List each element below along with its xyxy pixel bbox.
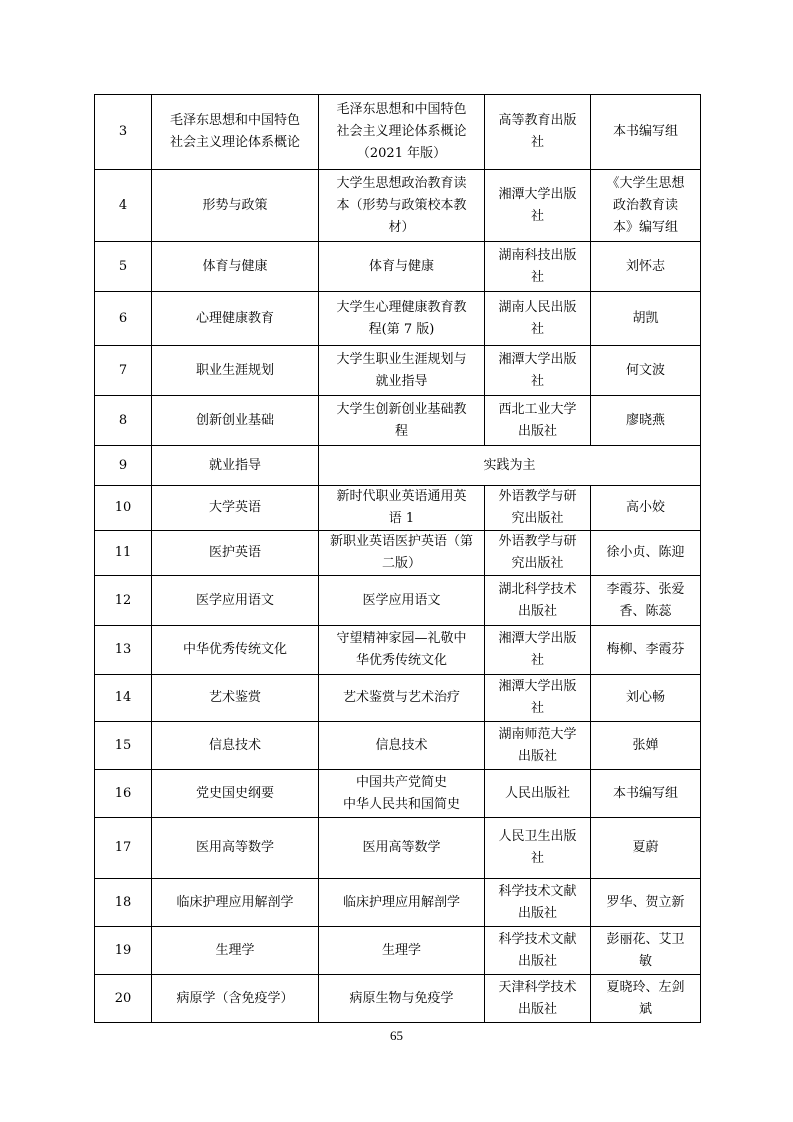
author: 刘怀志	[591, 242, 701, 292]
course-name: 大学英语	[152, 486, 319, 531]
author: 徐小贞、陈迎	[591, 531, 701, 576]
row-number: 12	[95, 576, 152, 626]
row-number: 14	[95, 675, 152, 722]
publisher: 湘潭大学出版 社	[485, 675, 591, 722]
row-number: 19	[95, 927, 152, 975]
row-number: 20	[95, 975, 152, 1023]
author: 高小姣	[591, 486, 701, 531]
author: 李霞芬、张爱 香、陈蕊	[591, 576, 701, 626]
publisher: 外语教学与研 究出版社	[485, 486, 591, 531]
table-row	[95, 818, 701, 879]
course-name: 生理学	[152, 927, 319, 975]
table-row	[95, 576, 701, 626]
course-name: 党史国史纲要	[152, 770, 319, 818]
course-name: 信息技术	[152, 722, 319, 770]
publisher: 湖北科学技术 出版社	[485, 576, 591, 626]
author: 彭丽花、艾卫 敏	[591, 927, 701, 975]
textbook-name: 体育与健康	[319, 242, 485, 292]
publisher: 西北工业大学 出版社	[485, 396, 591, 446]
row-number: 15	[95, 722, 152, 770]
textbook-name: 医学应用语文	[319, 576, 485, 626]
author: 胡凯	[591, 292, 701, 346]
page-number: 65	[390, 1028, 403, 1043]
table-row	[95, 675, 701, 722]
course-name: 病原学（含免疫学）	[152, 975, 319, 1023]
textbook-name: 艺术鉴赏与艺术治疗	[319, 675, 485, 722]
course-name: 职业生涯规划	[152, 346, 319, 396]
row-number: 6	[95, 292, 152, 346]
row-number: 7	[95, 346, 152, 396]
textbook-name: 毛泽东思想和中国特色 社会主义理论体系概论 （2021 年版）	[319, 95, 485, 170]
author: 夏晓玲、左剑 斌	[591, 975, 701, 1023]
textbook-name: 守望精神家园—礼敬中 华优秀传统文化	[319, 626, 485, 675]
author: 本书编写组	[591, 95, 701, 170]
row-number: 11	[95, 531, 152, 576]
publisher: 湖南人民出版 社	[485, 292, 591, 346]
table-row	[95, 242, 701, 292]
publisher: 湖南科技出版 社	[485, 242, 591, 292]
author: 何文波	[591, 346, 701, 396]
row-number: 16	[95, 770, 152, 818]
author: 刘心畅	[591, 675, 701, 722]
publisher: 高等教育出版 社	[485, 95, 591, 170]
row-number: 10	[95, 486, 152, 531]
textbook-name: 病原生物与免疫学	[319, 975, 485, 1023]
table-row	[95, 170, 701, 242]
course-name: 医护英语	[152, 531, 319, 576]
course-name: 中华优秀传统文化	[152, 626, 319, 675]
author: 罗华、贺立新	[591, 879, 701, 927]
table-row	[95, 927, 701, 975]
merged-note-cell: 实践为主	[319, 446, 701, 486]
row-number: 9	[95, 446, 152, 486]
textbook-name: 新时代职业英语通用英 语 1	[319, 486, 485, 531]
table-row	[95, 722, 701, 770]
author: 梅柳、李霞芬	[591, 626, 701, 675]
course-name: 创新创业基础	[152, 396, 319, 446]
course-name: 体育与健康	[152, 242, 319, 292]
course-name: 艺术鉴赏	[152, 675, 319, 722]
course-name: 心理健康教育	[152, 292, 319, 346]
row-number: 3	[95, 95, 152, 170]
textbook-name: 中国共产党简史 中华人民共和国简史	[319, 770, 485, 818]
course-name: 医学应用语文	[152, 576, 319, 626]
textbook-name: 大学生职业生涯规划与 就业指导	[319, 346, 485, 396]
author: 《大学生思想 政治教育读 本》编写组	[591, 170, 701, 242]
table-row	[95, 346, 701, 396]
row-number: 4	[95, 170, 152, 242]
table-row	[95, 879, 701, 927]
textbook-name: 医用高等数学	[319, 818, 485, 879]
publisher: 科学技术文献 出版社	[485, 879, 591, 927]
textbook-name: 大学生创新创业基础教 程	[319, 396, 485, 446]
table-row	[95, 770, 701, 818]
textbook-name: 大学生心理健康教育教 程(第 7 版)	[319, 292, 485, 346]
table-row	[95, 95, 701, 170]
textbook-table	[94, 94, 701, 1023]
publisher: 科学技术文献 出版社	[485, 927, 591, 975]
textbook-name: 信息技术	[319, 722, 485, 770]
row-number: 17	[95, 818, 152, 879]
course-name: 毛泽东思想和中国特色 社会主义理论体系概论	[152, 95, 319, 170]
table-row	[95, 396, 701, 446]
course-name: 临床护理应用解剖学	[152, 879, 319, 927]
table-row	[95, 486, 701, 531]
publisher: 湘潭大学出版 社	[485, 346, 591, 396]
row-number: 13	[95, 626, 152, 675]
publisher: 人民卫生出版 社	[485, 818, 591, 879]
publisher: 湘潭大学出版 社	[485, 170, 591, 242]
table-row	[95, 292, 701, 346]
author: 夏蔚	[591, 818, 701, 879]
table-row	[95, 975, 701, 1023]
publisher: 湘潭大学出版 社	[485, 626, 591, 675]
publisher: 人民出版社	[485, 770, 591, 818]
author: 本书编写组	[591, 770, 701, 818]
textbook-name: 新职业英语医护英语（第 二版）	[319, 531, 485, 576]
table-row	[95, 531, 701, 576]
table-row	[95, 446, 701, 486]
author: 廖晓燕	[591, 396, 701, 446]
publisher: 外语教学与研 究出版社	[485, 531, 591, 576]
publisher: 天津科学技术 出版社	[485, 975, 591, 1023]
textbook-name: 生理学	[319, 927, 485, 975]
table-row	[95, 626, 701, 675]
author: 张婵	[591, 722, 701, 770]
row-number: 18	[95, 879, 152, 927]
publisher: 湖南师范大学 出版社	[485, 722, 591, 770]
row-number: 5	[95, 242, 152, 292]
course-name: 就业指导	[152, 446, 319, 486]
course-name: 医用高等数学	[152, 818, 319, 879]
row-number: 8	[95, 396, 152, 446]
textbook-name: 临床护理应用解剖学	[319, 879, 485, 927]
course-name: 形势与政策	[152, 170, 319, 242]
textbook-name: 大学生思想政治教育读 本（形势与政策校本教 材）	[319, 170, 485, 242]
